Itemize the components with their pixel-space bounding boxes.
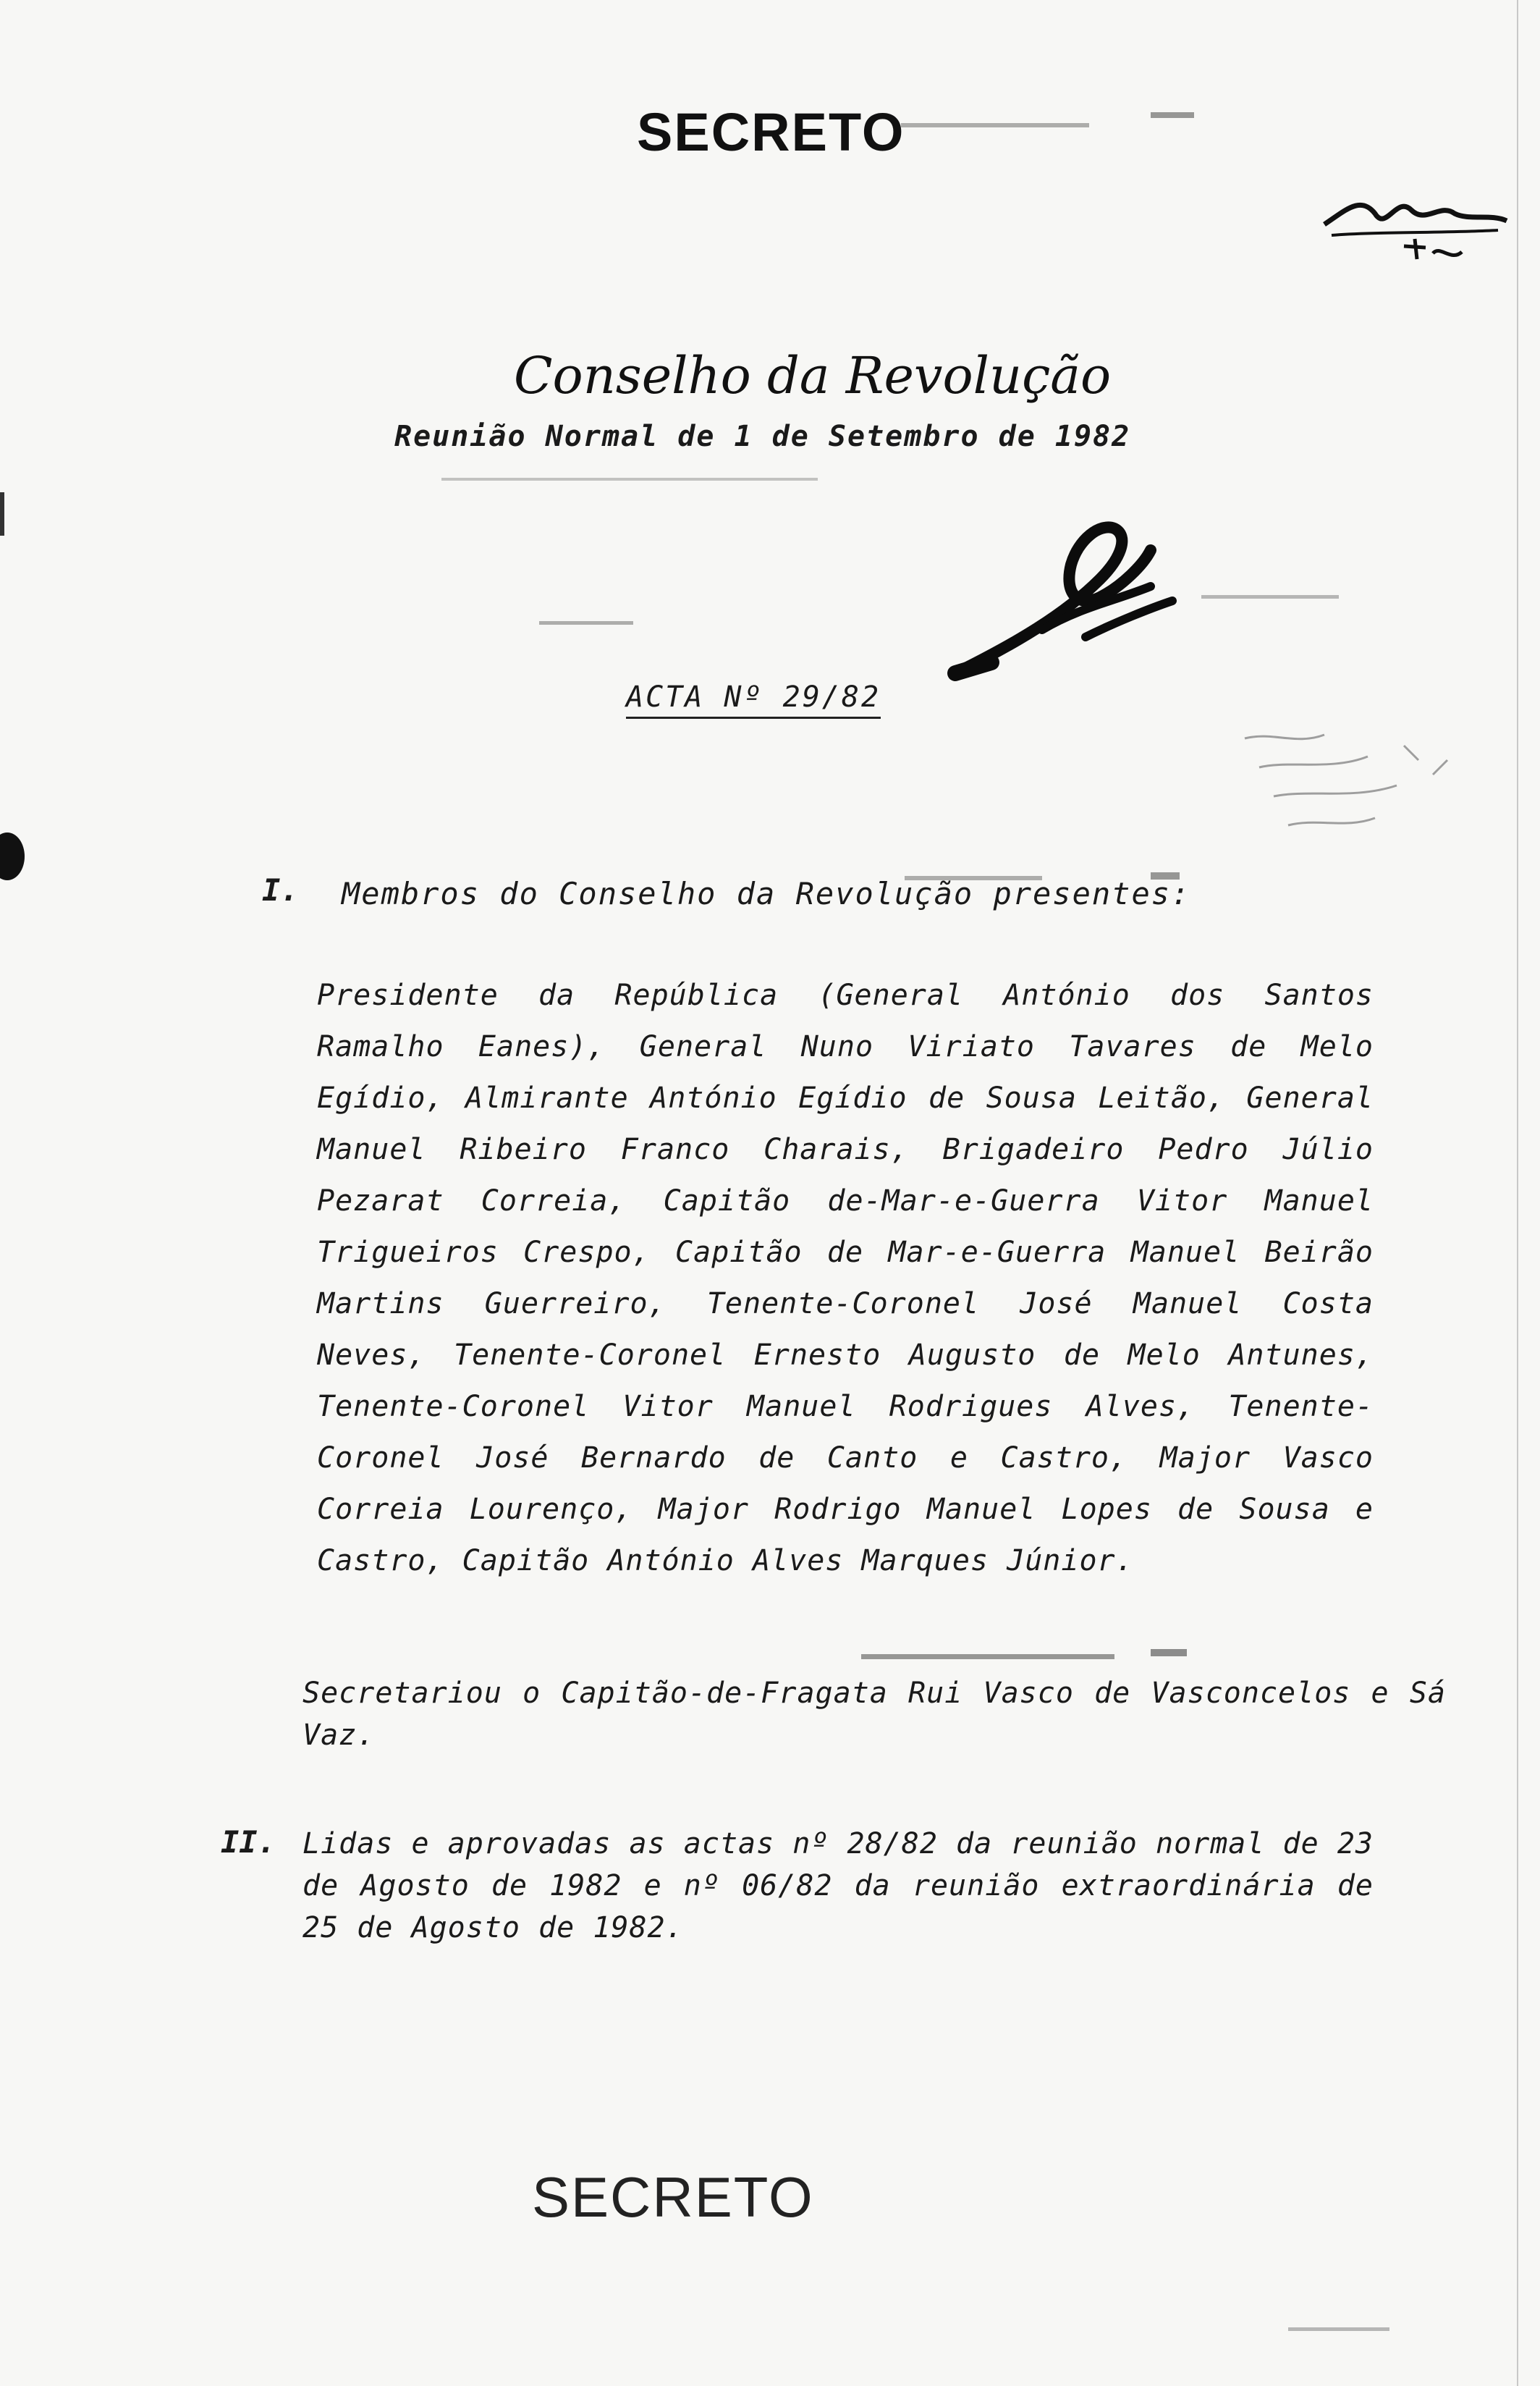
ink-smudge [905,876,1042,880]
ink-smudge [1151,1649,1187,1656]
section-2-number: II. [221,1824,276,1860]
section-1-number: I. [262,872,299,908]
members-paragraph: Presidente da República (General António dos Santos Ramalho Eanes), General Nuno Viriato Tavares de Melo Egídio, Almirante António Egídio de Sousa Leitão, General Manuel Ribeiro Franco Charais, Brigadeiro Pedro Júlio Pezarat Correia, Capitão de-Mar-e-Guerra Vitor Manuel Trigueiros Crespo, Capitão de Mar-e-Guerra Manuel Beirão Martins Guerreiro, Tenente-Coronel José Manuel Costa Neves, Tenente-Coronel Ernesto Augusto de Melo Antunes, Tenente-Coronel Vitor Manuel Rodrigues Alves, Tenente-Coronel José Bernardo de Canto e Castro, Major Vasco Correia Lourenço, Major Rodrigo Manuel Lopes de Sousa e Castro, Capitão António Alves Marques Júnior. [317,979,1374,1577]
ink-smudge [1151,112,1194,118]
approval-paragraph: Lidas e aprovadas as actas nº 28/82 da reunião normal de 23 de Agosto de 1982 e nº 06/82 da reunião extraordinária de 25 de Agosto de 1982. [302,1827,1374,1944]
acta-number: ACTA Nº 29/82 [626,680,881,719]
ink-smudge [901,123,1089,127]
ink-smudge [1151,872,1180,880]
signature-mark [934,507,1194,688]
secretary-paragraph: Secretariou o Capitão-de-Fragata Rui Vasco de Vasconcelos e Sá Vaz. [302,1677,1446,1752]
faint-margin-notes [1230,717,1505,883]
secret-stamp-bottom: SECRETO [532,2165,814,2229]
secret-stamp-top: SECRETO [637,102,905,162]
ink-smudge [861,1654,1114,1659]
ink-smudge [1288,2327,1389,2331]
institution-title: Conselho da Revolução [514,346,1112,405]
scan-edge-line [1517,0,1518,2386]
handwritten-initials [1317,181,1512,275]
ink-smudge [441,478,818,481]
scan-mark [0,492,4,536]
ink-smudge [1201,595,1339,599]
punch-hole [0,832,25,880]
ink-smudge [539,621,633,625]
meeting-line: Reunião Normal de 1 de Setembro de 1982 [394,420,1131,453]
section-1-heading: Membros do Conselho da Revolução presentes: [342,876,1191,911]
